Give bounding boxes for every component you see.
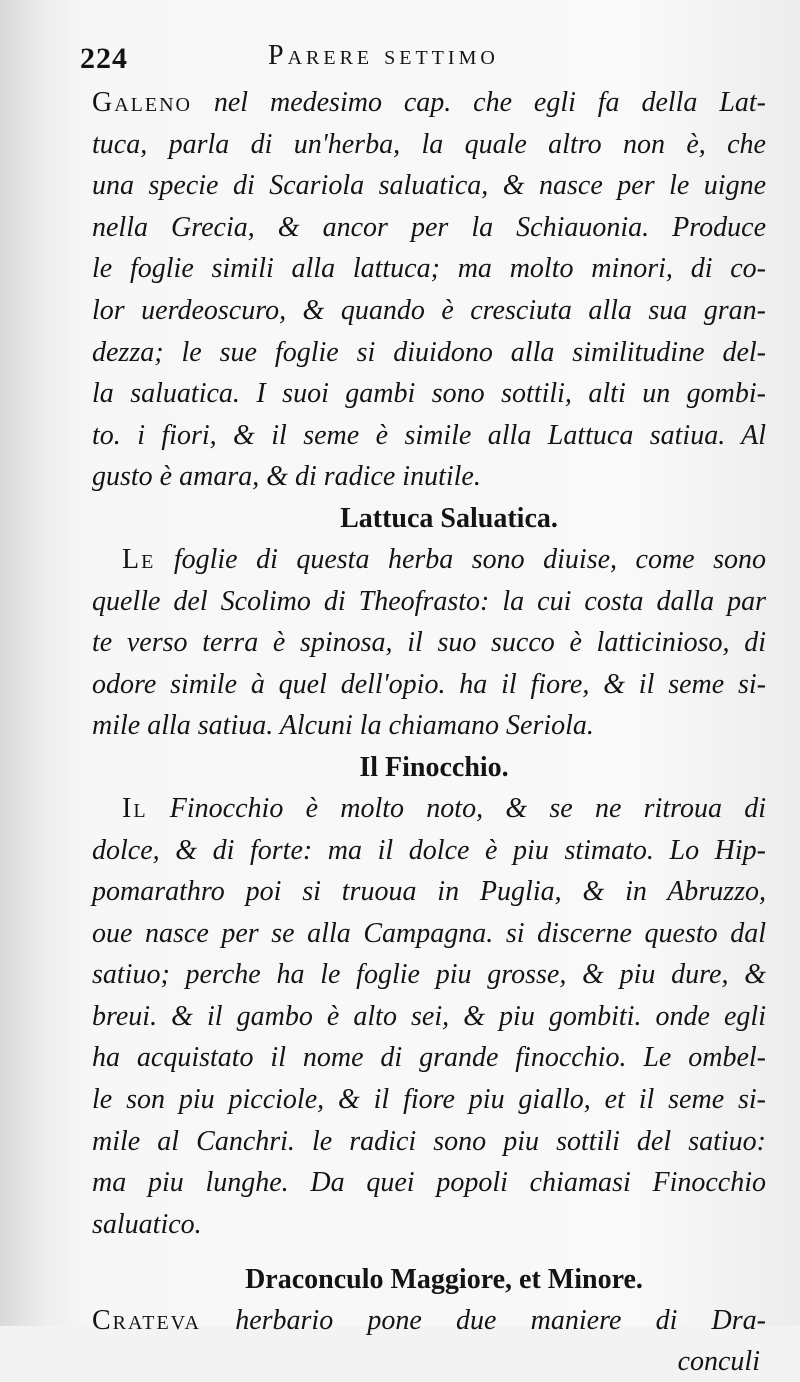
text-line: mile alla satiua. Alcuni la chiamano Seriola. [92, 710, 594, 742]
running-head: Parere settimo [268, 40, 499, 71]
paragraph-crateva [92, 1300, 766, 1342]
paragraph-galeno [92, 82, 766, 498]
initial-word: Crateva [92, 1305, 201, 1337]
text-line: tuca, parla di un'herba, la quale altro non è, che [92, 128, 766, 160]
section-heading-draconculo: Draconculo Maggiore, et Minore. [245, 1264, 643, 1296]
text-line: ma piu lunghe. Da quei popoli chiamasi Finocchio [92, 1167, 766, 1199]
text-line: to. i fiori, & il seme è simile alla Lattuca satiua. Al [92, 419, 766, 451]
paragraph-finocchio [92, 788, 766, 1246]
initial-word: Il [122, 792, 148, 824]
text-line: ha acquistato il nome di grande finocchio. Le ombel- [92, 1042, 766, 1074]
text-line: gusto è amara, & di radice inutile. [92, 461, 481, 493]
text-line: pomarathro poi si truoua in Puglia, & in Abruzzo, [92, 876, 766, 908]
text-line: mile al Canchri. le radici sono piu sottili del satiuo: [92, 1125, 766, 1157]
initial-word: Le [122, 543, 156, 575]
catchword: conculi [677, 1346, 760, 1378]
paragraph-lattuca [92, 539, 766, 747]
text-line: una specie di Scariola saluatica, & nasce per le uigne [92, 170, 766, 202]
text-line: breui. & il gambo è alto sei, & piu gombiti. onde egli [92, 1000, 766, 1032]
page-gutter-shadow [0, 0, 70, 1326]
text-line: satiuo; perche ha le foglie piu grosse, & piu dure, & [92, 959, 766, 991]
section-heading-lattuca-saluatica: Lattuca Saluatica. [340, 502, 558, 534]
text-line: oue nasce per se alla Campagna. si discerne questo dal [92, 917, 766, 949]
text-line: le son piu picciole, & il fiore piu giallo, et il seme si- [92, 1084, 766, 1116]
text-line: la saluatica. I suoi gambi sono sottili, alti un gombi- [92, 378, 766, 410]
text-line: Le foglie di questa herba sono diuise, come sono [122, 543, 766, 575]
text-line: quelle del Scolimo di Theofrasto: la cui costa dalla par [92, 585, 766, 617]
text-line: Il Finocchio è molto noto, & se ne ritroua di [122, 792, 766, 824]
text-line: Crateva herbario pone due maniere di Dra- [92, 1305, 766, 1337]
text-line: dolce, & di forte: ma il dolce è piu stimato. Lo Hip- [92, 834, 766, 866]
text-line: saluatico. [92, 1208, 202, 1240]
text-line: le foglie simili alla lattuca; ma molto minori, di co- [92, 253, 766, 285]
text-line: Galeno nel medesimo cap. che egli fa della Lat- [92, 87, 766, 118]
page-number: 224 [80, 42, 128, 75]
text-line: nella Grecia, & ancor per la Schiauonia. Produce [92, 211, 766, 243]
text-line: odore simile à quel dell'opio. ha il fiore, & il seme si- [92, 668, 766, 700]
text-line: dezza; le sue foglie si diuidono alla similitudine del- [92, 336, 766, 368]
text-line: te verso terra è spinosa, il suo succo è latticinioso, di [92, 627, 766, 659]
page-header [80, 34, 766, 82]
text-line: lor uerdeoscuro, & quando è cresciuta alla sua gran- [92, 294, 766, 326]
initial-word: Galeno [92, 87, 192, 118]
section-heading-finocchio: Il Finocchio. [359, 751, 509, 783]
